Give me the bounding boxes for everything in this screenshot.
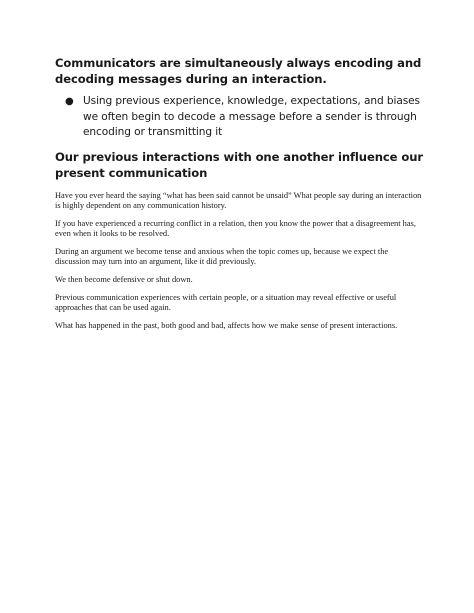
bullet-item [55, 94, 425, 141]
paragraph: What has happened in the past, both good and bad, affects how we make sense of present interactions. [55, 320, 398, 330]
bullet-text: Using previous experience, knowledge, expectations, and biases we often begin to decode a message before a sender is through encoding or transmitting it [83, 95, 420, 138]
heading-previous-interactions: Our previous interactions with one another influence our present communication [55, 149, 423, 180]
bullet-list [55, 94, 425, 141]
document-page [55, 55, 425, 338]
paragraph: Previous communication experiences with certain people, or a situation may reveal effective or useful approaches that can be used again. [55, 292, 397, 313]
paragraph: We then become defensive or shut down. [55, 275, 193, 285]
bullet-dot-icon: ● [65, 96, 74, 107]
heading-encoding-decoding: Communicators are simultaneously always encoding and decoding messages during an interaction. [55, 56, 422, 86]
paragraph: Have you ever heard the saying “what has been said cannot be unsaid” What people say during an interaction is highly dependent on any communication history. [55, 190, 422, 211]
paragraph: If you have experienced a recurring conflict in a relation, then you know the power that a disagreement has, even when it looks to be resolved. [55, 218, 416, 239]
paragraph: During an argument we become tense and anxious when the topic comes up, because we expect the discussion may turn into an argument, like it did previously. [55, 246, 389, 267]
